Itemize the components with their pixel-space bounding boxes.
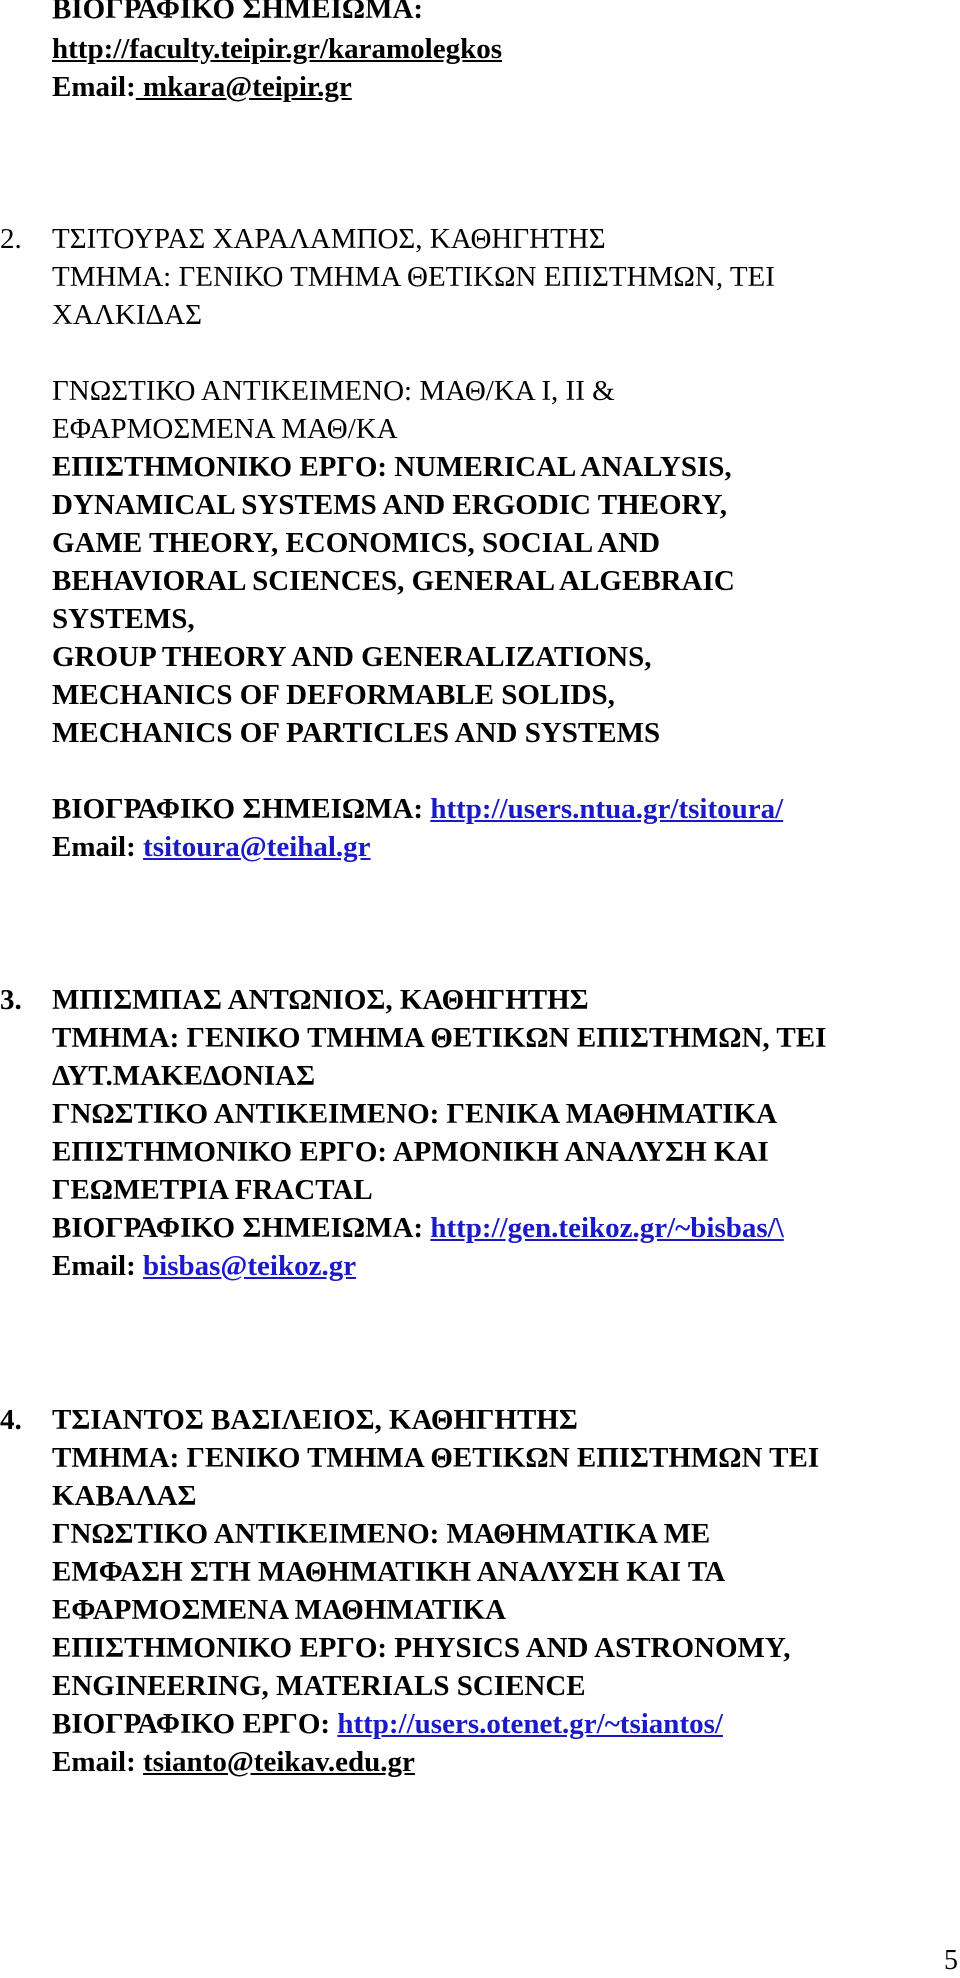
entry-line: ΕΠΙΣΤΗΜΟΝΙΚΟ ΕΡΓΟ: ΑΡΜΟΝΙΚΗ ΑΝΑΛΥΣΗ ΚΑΙ bbox=[52, 1136, 769, 1168]
entry-line: ΕΜΦΑΣΗ ΣΤΗ ΜΑΘΗΜΑΤΙΚΗ ΑΝΑΛΥΣΗ ΚΑΙ ΤΑ bbox=[52, 1556, 726, 1588]
intro-bio-label: ΒΙΟΓΡΑΦΙΚΟ ΣΗΜΕΙΩΜΑ: bbox=[52, 0, 424, 25]
entry-line: SYSTEMS, bbox=[52, 603, 195, 635]
entry-title: ΜΠΙΣΜΠΑΣ ΑΝΤΩΝΙΟΣ, ΚΑΘΗΓΗΤΗΣ bbox=[52, 984, 589, 1016]
entry-email-line bbox=[52, 830, 371, 864]
entry-line: DYNAMICAL SYSTEMS AND ERGODIC THEORY, bbox=[52, 489, 727, 521]
entry-line: ΓΝΩΣΤΙΚΟ ΑΝΤΙΚΕΙΜΕΝΟ: ΜΑΘ/ΚΑ Ι, ΙΙ & bbox=[52, 375, 615, 407]
entry-line: ΤΜΗΜΑ: ΓΕΝΙΚΟ ΤΜΗΜΑ ΘΕΤΙΚΩΝ ΕΠΙΣΤΗΜΩΝ, ΤΕΙ bbox=[52, 261, 775, 293]
intro-email-label: Email: bbox=[52, 71, 136, 103]
entry-line: ΧΑΛΚΙΔΑΣ bbox=[52, 299, 202, 331]
entry-line: ΤΜΗΜΑ: ΓΕΝΙΚΟ ΤΜΗΜΑ ΘΕΤΙΚΩΝ ΕΠΙΣΤΗΜΩΝ ΤΕΙ bbox=[52, 1442, 820, 1474]
entry-line: GAME THEORY, ECONOMICS, SOCIAL AND bbox=[52, 527, 661, 559]
bio-label: ΒΙΟΓΡΑΦΙΚΟ ΣΗΜΕΙΩΜΑ: bbox=[52, 1212, 424, 1244]
entry-line: ΚΑΒΑΛΑΣ bbox=[52, 1480, 197, 1512]
bio-label: ΒΙΟΓΡΑΦΙΚΟ ΣΗΜΕΙΩΜΑ: bbox=[52, 793, 424, 825]
bio-label: ΒΙΟΓΡΑΦΙΚΟ ΕΡΓΟ: bbox=[52, 1708, 331, 1740]
entry-line: ΕΦΑΡΜΟΣΜΕΝΑ ΜΑΘΗΜΑΤΙΚΑ bbox=[52, 1594, 507, 1626]
intro-email-link[interactable]: mkara@teipir.gr bbox=[135, 71, 352, 103]
email-label: Email: bbox=[52, 831, 136, 863]
entry-bio-line bbox=[52, 1707, 723, 1741]
bio-link[interactable]: http://users.ntua.gr/tsitoura/ bbox=[430, 793, 784, 825]
email-link[interactable]: tsianto@teikav.edu.gr bbox=[143, 1746, 415, 1778]
entry-number: 3. bbox=[0, 984, 22, 1016]
entry-line: ENGINEERING, MATERIALS SCIENCE bbox=[52, 1670, 586, 1702]
entry-bio-line bbox=[52, 1211, 784, 1245]
entry-email-line bbox=[52, 1249, 356, 1283]
entry-title: ΤΣΙΤΟΥΡΑΣ ΧΑΡΑΛΑΜΠΟΣ, ΚΑΘΗΓΗΤΗΣ bbox=[52, 223, 606, 255]
email-label: Email: bbox=[52, 1746, 136, 1778]
entry-line: ΓΕΩΜΕΤΡΙΑ FRACTAL bbox=[52, 1174, 373, 1206]
entry-line: ΓΝΩΣΤΙΚΟ ΑΝΤΙΚΕΙΜΕΝΟ: ΜΑΘΗΜΑΤΙΚΑ ΜΕ bbox=[52, 1518, 711, 1550]
entry-bio-line bbox=[52, 792, 783, 826]
intro-bio-link[interactable]: http://faculty.teipir.gr/karamolegkos bbox=[52, 33, 503, 65]
entry-line: MECHANICS OF PARTICLES AND SYSTEMS bbox=[52, 717, 661, 749]
entry-line: ΓΝΩΣΤΙΚΟ ΑΝΤΙΚΕΙΜΕΝΟ: ΓΕΝΙΚΑ ΜΑΘΗΜΑΤΙΚΑ bbox=[52, 1098, 778, 1130]
entry-line: GROUP THEORY AND GENERALIZATIONS, bbox=[52, 641, 652, 673]
entry-email-line bbox=[52, 1745, 415, 1779]
email-link[interactable]: tsitoura@teihal.gr bbox=[143, 831, 371, 863]
intro-email-line bbox=[52, 70, 352, 104]
entry-number: 4. bbox=[0, 1404, 22, 1436]
bio-link[interactable]: http://users.otenet.gr/~tsiantos/ bbox=[337, 1708, 723, 1740]
entry-line: ΕΠΙΣΤΗΜΟΝΙΚΟ ΕΡΓΟ: NUMERICAL ANALYSIS, bbox=[52, 451, 732, 483]
page-number: 5 bbox=[944, 1945, 958, 1976]
email-label: Email: bbox=[52, 1250, 136, 1282]
entry-title: ΤΣΙΑΝΤΟΣ ΒΑΣΙΛΕΙΟΣ, ΚΑΘΗΓΗΤΗΣ bbox=[52, 1404, 578, 1436]
intro-bio-url-line bbox=[52, 32, 502, 66]
entry-line: ΔΥΤ.ΜΑΚΕΔΟΝΙΑΣ bbox=[52, 1060, 316, 1092]
entry-line: ΕΦΑΡΜΟΣΜΕΝΑ ΜΑΘ/ΚΑ bbox=[52, 413, 398, 445]
entry-number: 2. bbox=[0, 223, 22, 255]
email-link[interactable]: bisbas@teikoz.gr bbox=[143, 1250, 357, 1282]
entry-line: ΕΠΙΣΤΗΜΟΝΙΚΟ ΕΡΓΟ: PHYSICS AND ASTRONOMY, bbox=[52, 1632, 791, 1664]
entry-line: ΤΜΗΜΑ: ΓΕΝΙΚΟ ΤΜΗΜΑ ΘΕΤΙΚΩΝ ΕΠΙΣΤΗΜΩΝ, ΤΕΙ bbox=[52, 1022, 827, 1054]
bio-link[interactable]: http://gen.teikoz.gr/~bisbas/\ bbox=[430, 1212, 784, 1244]
entry-line: MECHANICS OF DEFORMABLE SOLIDS, bbox=[52, 679, 615, 711]
entry-line: BEHAVIORAL SCIENCES, GENERAL ALGEBRAIC bbox=[52, 565, 735, 597]
